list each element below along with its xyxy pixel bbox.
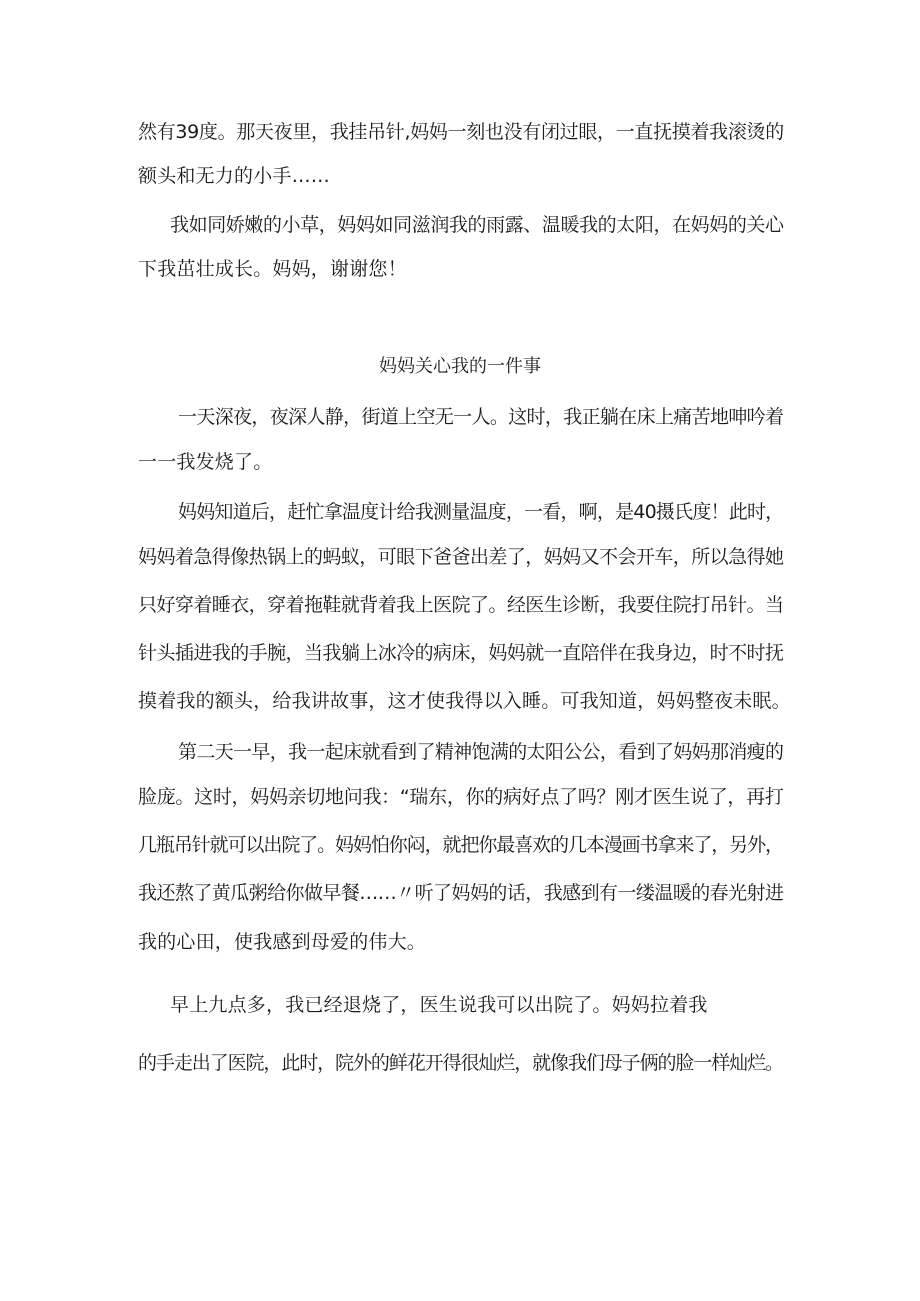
essay-p2-line-3: 只好穿着睡衣，穿着拖鞋就背着我上医院了。经医生诊断，我要住院打吊针。当 [138, 594, 784, 616]
essay-p4-line-1: 早上九点多，我已经退烧了，医生说我可以出院了。妈妈拉着我 [170, 994, 708, 1016]
prev-essay-p2-line-1: 我如同娇嫩的小草，妈妈如同滋润我的雨露、温暖我的太阳，在妈妈的关心 [170, 214, 784, 236]
essay-p4-line-2: 的手走出了医院，此时，院外的鲜花开得很灿烂，就像我们母子俩的脸一样灿烂。 [138, 1052, 783, 1074]
essay-p3-line-3: 几瓶吊针就可以出院了。妈妈怕你闷，就把你最喜欢的几本漫画书拿来了，另外， [138, 834, 783, 856]
essay-p1-line-1: 一天深夜，夜深人静，街道上空无一人。这时，我正躺在床上痛苦地呻吟着 [178, 406, 784, 428]
essay-p1-line-2: 一一我发烧了。 [138, 451, 273, 473]
essay-p3-line-2: 脸庞。这时，妈妈亲切地问我：“瑞东，你的病好点了吗？刚才医生说了，再打 [138, 786, 784, 808]
essay-p2-line-1: 妈妈知道后，赶忙拿温度计给我测量温度，一看，啊，是40摄氏度！此时， [178, 501, 784, 523]
prev-essay-p1-line-1: 然有39度。那天夜里，我挂吊针,妈妈一刻也没有闭过眼，一直抚摸着我滚烫的 [138, 121, 784, 143]
essay-p2-line-2: 妈妈着急得像热锅上的蚂蚁，可眼下爸爸出差了，妈妈又不会开车，所以急得她 [138, 546, 784, 568]
essay-p2-line-5: 摸着我的额头，给我讲故事，这才使我得以入睡。可我知道，妈妈整夜未眠。 [138, 690, 791, 712]
prev-essay-p2-line-2: 下我茁壮成长。妈妈，谢谢您！ [138, 258, 407, 280]
essay-p3-line-1: 第二天一早，我一起床就看到了精神饱满的太阳公公，看到了妈妈那消瘦的 [178, 741, 784, 763]
essay-title: 妈妈关心我的一件事 [379, 356, 541, 377]
essay-p3-line-5: 我的心田，使我感到母爱的伟大。 [138, 931, 427, 953]
prev-essay-p1-line-2: 额头和无力的小手…… [138, 165, 331, 187]
essay-p3-line-4: 我还熬了黄瓜粥给你做早餐……〃听了妈妈的话，我感到有一缕温暖的春光射进 [138, 882, 784, 904]
essay-p2-line-4: 针头插进我的手腕，当我躺上冰冷的病床，妈妈就一直陪伴在我身边，时不时抚 [138, 642, 784, 664]
